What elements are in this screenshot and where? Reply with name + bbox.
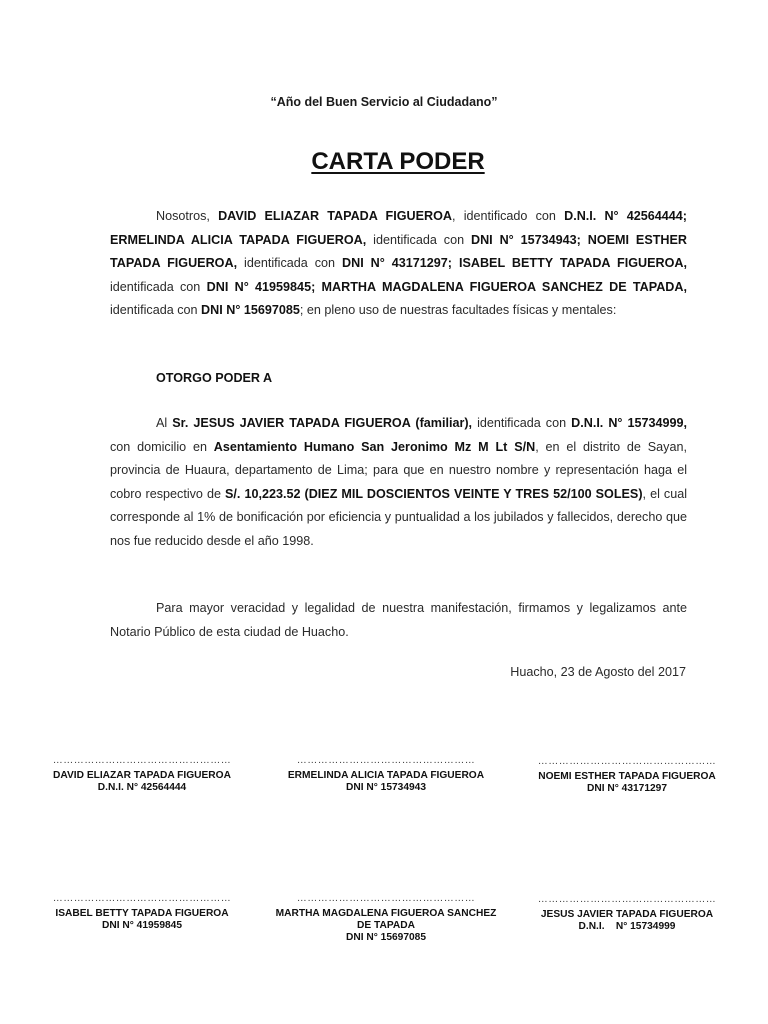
- bold-run: Asentamiento Humano San Jeronimo Mz M Lt S/N: [213, 439, 536, 454]
- text-run: , en el distrito de Sayan, provincia de Huaura, departamento de Lima; para que en nuestro nombre y representación haga el cobro respectivo de: [110, 439, 687, 501]
- signer-dni: D.N.I. N° 42564444: [97, 782, 187, 793]
- grant-heading: OTORGO PODER A: [156, 371, 273, 385]
- bold-run: D.N.I. N° 15734999,: [571, 416, 687, 430]
- bold-run: S/. 10,223.52 (DIEZ MIL DOSCIENTOS VEINTE Y TRES 52/100 SOLES): [225, 486, 643, 501]
- closing-text: Para mayor veracidad y legalidad de nuestra manifestación, firmamos y legalizamos ante Notario Público de esta ciudad de Huacho.: [110, 601, 687, 639]
- attorney-paragraph: [110, 412, 687, 553]
- signer-name: ERMELINDA ALICIA TAPADA FIGUEROA: [287, 770, 485, 781]
- text-run: Al: [156, 416, 173, 430]
- text-run: identificada con: [110, 303, 202, 317]
- year-motto: “Año del Buen Servicio al Ciudadano”: [270, 95, 498, 109]
- signature-block-jesus: [511, 895, 743, 933]
- bold-run: DNI N° 15734943; NOEMI ESTHER TAPADA FIGUEROA,: [110, 232, 688, 270]
- signature-block-david: [26, 756, 258, 794]
- signer-name: MARTHA MAGDALENA FIGUEROA SANCHEZ DE TAPADA: [275, 908, 497, 931]
- signer-name: DAVID ELIAZAR TAPADA FIGUEROA: [53, 770, 231, 781]
- signer-name: JESUS JAVIER TAPADA FIGUEROA: [540, 909, 714, 920]
- signature-block-isabel: [26, 894, 258, 932]
- closing-paragraph: [110, 597, 687, 644]
- signature-block-martha: [270, 894, 502, 944]
- attorney-text: [110, 416, 687, 548]
- bold-run: DNI N° 43171297; ISABEL BETTY TAPADA FIGUEROA,: [342, 256, 687, 270]
- text-run: Nosotros,: [156, 209, 219, 223]
- signature-line: ……………………………………………: [537, 895, 717, 905]
- text-run: , el cual corresponde al 1% de bonificación por eficiencia y puntualidad a los jubilados y fallecidos, derecho que nos fue reducido desde el año 1998.: [110, 486, 687, 548]
- text-run: identificada con: [110, 279, 207, 294]
- bold-run: DNI N° 15697085: [201, 303, 300, 317]
- document-title-text: CARTA PODER: [311, 148, 485, 175]
- signature-line: ……………………………………………: [296, 894, 476, 904]
- signer-dni: DNI N° 43171297: [587, 783, 667, 794]
- signer-dni: DNI N° 15734943: [346, 782, 426, 793]
- signature-block-ermelinda: [270, 756, 502, 794]
- text-run: ; en pleno uso de nuestras facultades físicas y mentales:: [299, 303, 617, 317]
- bold-run: DAVID ELIAZAR TAPADA FIGUEROA: [218, 209, 453, 223]
- text-run: con domicilio en: [110, 439, 214, 454]
- signer-dni: DNI N° 15697085: [346, 932, 426, 943]
- text-run: , identificado con: [452, 209, 565, 223]
- signer-name: NOEMI ESTHER TAPADA FIGUEROA: [538, 771, 716, 782]
- text-run: identificada con: [366, 232, 471, 247]
- signature-line: ……………………………………………: [296, 756, 476, 766]
- text-run: identificada con: [472, 416, 572, 430]
- signer-name: ISABEL BETTY TAPADA FIGUEROA: [55, 908, 229, 919]
- signer-dni: D.N.I. N° 15734999: [578, 921, 676, 932]
- document-title: [0, 148, 768, 176]
- signer-dni: DNI N° 41959845: [102, 920, 182, 931]
- grantors-paragraph: [110, 205, 687, 323]
- text-run: identificada con: [237, 256, 343, 270]
- signature-line: ……………………………………………: [537, 757, 717, 767]
- bold-run: D.N.I. N° 42564444; ERMELINDA ALICIA TAPADA FIGUEROA,: [110, 209, 687, 247]
- place-and-date: Huacho, 23 de Agosto del 2017: [510, 665, 686, 679]
- signature-block-noemi: [511, 757, 743, 795]
- grantors-text: [110, 209, 687, 317]
- signature-line: ……………………………………………: [52, 894, 232, 904]
- bold-run: Sr. JESUS JAVIER TAPADA FIGUEROA (familiar),: [172, 416, 473, 430]
- bold-run: DNI N° 41959845; MARTHA MAGDALENA FIGUEROA SANCHEZ DE TAPADA,: [206, 279, 687, 294]
- signature-line: ……………………………………………: [52, 756, 232, 766]
